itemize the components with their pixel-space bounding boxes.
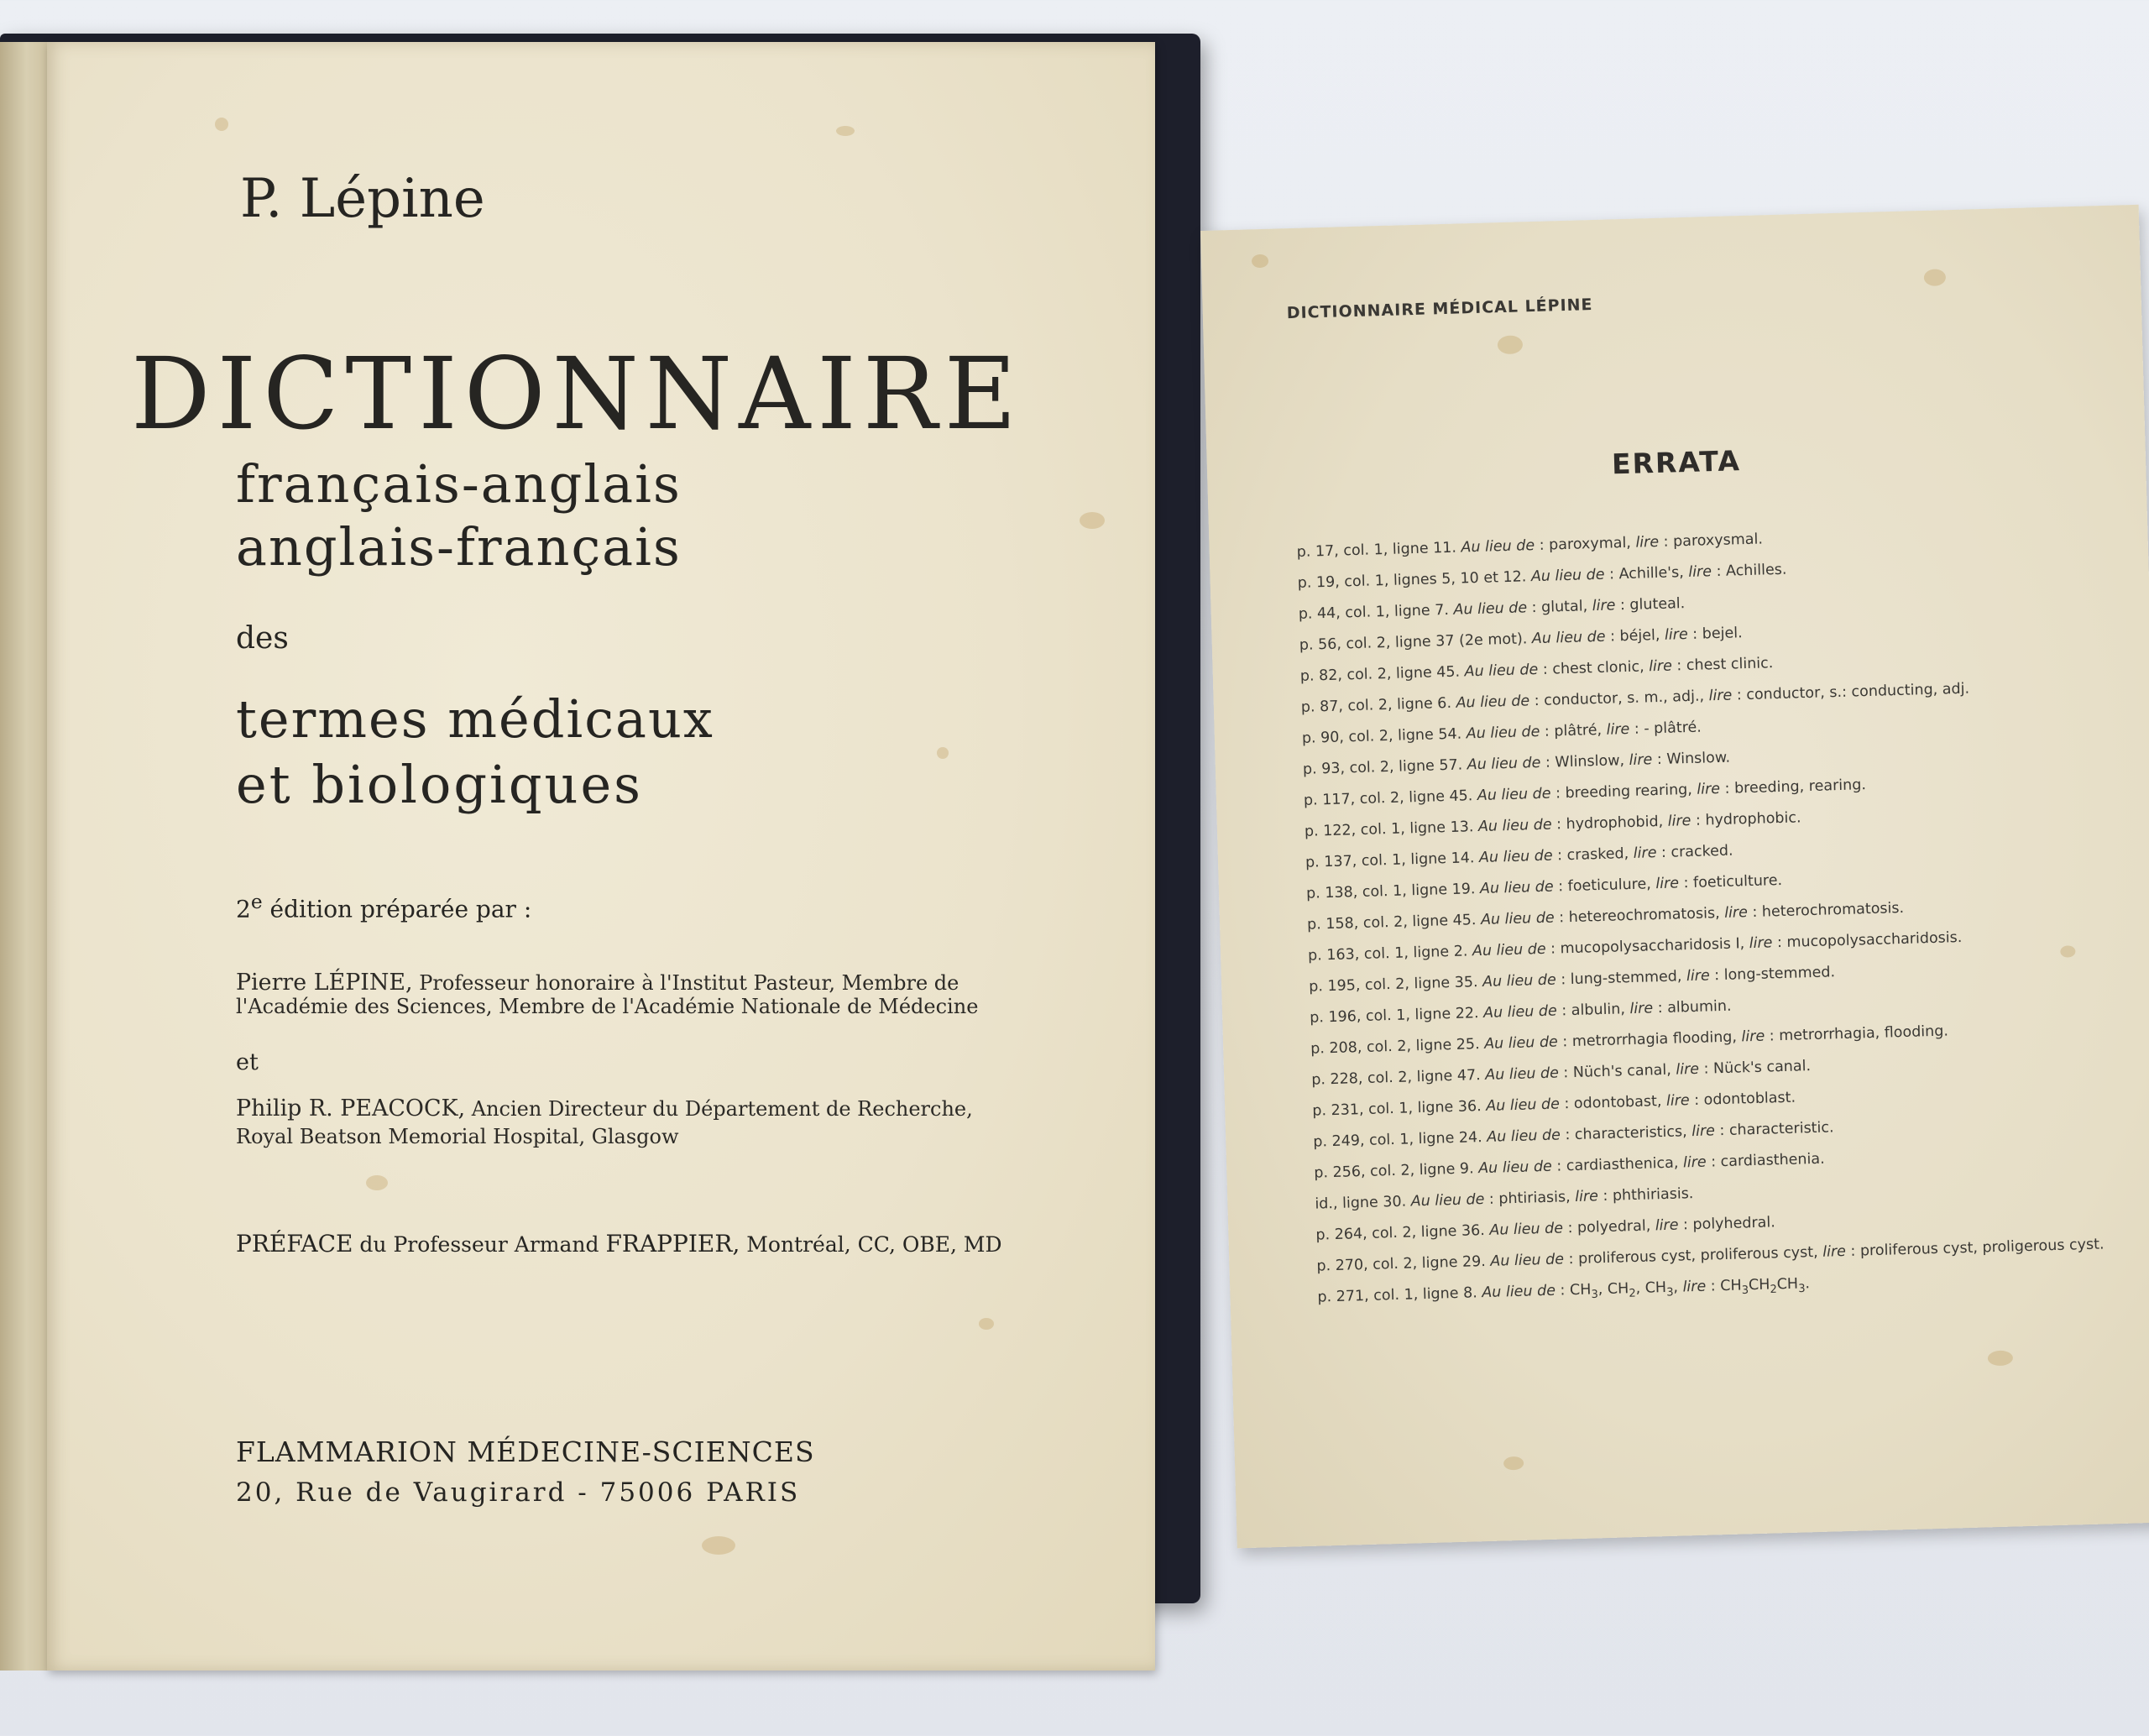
formula-ch: CH [1644, 1278, 1667, 1297]
errata-correct-term: : proliferous cyst, proligerous cyst. [1845, 1236, 2105, 1261]
errata-correct-term: : gluteal. [1615, 595, 1686, 614]
formula-ch: CH [1607, 1280, 1629, 1298]
formula-dot: . [1805, 1275, 1811, 1293]
errata-lire: lire [1592, 597, 1616, 615]
formula-comma: , [1597, 1280, 1608, 1299]
errata-wrong-term: : albulin, [1556, 1001, 1630, 1020]
errata-wrong-term: : breeding rearing, [1550, 781, 1697, 803]
errata-location: p. 208, col. 2, ligne 25. [1310, 1036, 1480, 1058]
contributor-1 [236, 970, 959, 996]
errata-colon: : [1705, 1278, 1721, 1295]
errata-au-lieu-de: Au lieu de [1480, 909, 1555, 928]
errata-au-lieu-de: Au lieu de [1530, 566, 1605, 586]
errata-wrong-term: : characteristics, [1560, 1123, 1692, 1144]
errata-correct-term: : heterochromatosis. [1747, 899, 1905, 922]
errata-correct-term: : cracked. [1656, 842, 1733, 862]
errata-lire: lire [1723, 904, 1749, 922]
errata-correct-term: : phthiriasis. [1597, 1185, 1694, 1205]
errata-lire: lire [1648, 657, 1673, 676]
formula-sub: 3 [1591, 1288, 1599, 1301]
errata-location: p. 270, col. 2, ligne 29. [1316, 1252, 1487, 1275]
terms-line-2: et biologiques [236, 754, 643, 815]
errata-header: DICTIONNAIRE MÉDICAL LÉPINE [1286, 295, 1593, 323]
errata-lire: lire [1682, 1278, 1707, 1296]
errata-correct-term: : hydrophobic. [1691, 809, 1801, 829]
contributor-2 [236, 1095, 973, 1122]
formula-ch: CH [1776, 1275, 1799, 1294]
subtitle-line-1: français-anglais [236, 453, 682, 515]
subtitle-des: des [236, 621, 289, 656]
errata-wrong-term: : foeticulure, [1553, 876, 1656, 896]
formula-ch: CH [1748, 1276, 1770, 1294]
errata-wrong-term: : Wlinslow, [1540, 751, 1629, 771]
errata-au-lieu-de: Au lieu de [1482, 971, 1557, 991]
errata-au-lieu-de: Au lieu de [1477, 785, 1551, 805]
errata-au-lieu-de: Au lieu de [1456, 693, 1530, 712]
preface-label: PRÉFACE [236, 1230, 353, 1258]
errata-au-lieu-de: Au lieu de [1466, 723, 1540, 743]
errata-list [1296, 521, 2110, 1324]
errata-colon: : [1555, 1282, 1571, 1299]
errata-au-lieu-de: Au lieu de [1453, 599, 1528, 619]
errata-location: p. 228, col. 2, ligne 47. [1311, 1067, 1481, 1089]
errata-correct-term: : long-stemmed. [1709, 964, 1836, 985]
errata-lire: lire [1606, 720, 1630, 739]
errata-au-lieu-de: Au lieu de [1467, 754, 1541, 774]
formula-ch: CH [1569, 1281, 1592, 1299]
errata-au-lieu-de: Au lieu de [1482, 1002, 1558, 1022]
errata-location: p. 90, col. 2, ligne 54. [1301, 725, 1462, 747]
contributor-2-desc-line-2: Royal Beatson Memorial Hospital, Glasgow [236, 1125, 679, 1148]
preface-credit [236, 1230, 1002, 1258]
publisher-address: 20, Rue de Vaugirard - 75006 PARIS [236, 1477, 801, 1508]
contributor-1-desc-line-2: l'Académie des Sciences, Membre de l'Académie Nationale de Médecine [236, 995, 979, 1018]
errata-wrong-term: : cardiasthenica, [1551, 1154, 1684, 1175]
errata-location: id., ligne 30. [1315, 1193, 1407, 1213]
errata-lire: lire [1574, 1188, 1599, 1205]
errata-correct-term: : cardiasthenia. [1706, 1150, 1825, 1171]
errata-au-lieu-de: Au lieu de [1490, 1251, 1565, 1270]
foxing-spot [1498, 335, 1524, 354]
errata-wrong-term: : lung-stemmed, [1556, 968, 1687, 989]
errata-correct-term: : Nück's canal. [1698, 1058, 1812, 1078]
errata-correct-term: : conductor, s.: conducting, adj. [1732, 680, 1970, 704]
formula-ch: CH [1719, 1277, 1742, 1295]
errata-au-lieu-de: Au lieu de [1410, 1191, 1485, 1210]
errata-correct-term: : paroxysmal. [1658, 531, 1764, 551]
book-title: DICTIONNAIRE [131, 336, 1023, 452]
errata-wrong-term: : crasked, [1552, 844, 1634, 865]
errata-location: p. 117, col. 2, ligne 45. [1303, 787, 1473, 809]
foxing-spot [836, 126, 855, 136]
preface-by: du Professeur Armand [353, 1232, 606, 1257]
errata-lire: lire [1655, 1216, 1679, 1235]
errata-lire: lire [1664, 625, 1688, 644]
formula-sub: 3 [1798, 1282, 1806, 1296]
conjunction-et: et [236, 1049, 259, 1075]
errata-correct-term: : albumin. [1652, 997, 1732, 1017]
errata-au-lieu-de: Au lieu de [1464, 661, 1539, 681]
errata-location: p. 93, col. 2, ligne 57. [1302, 756, 1463, 778]
foxing-spot [937, 747, 949, 759]
errata-location: p. 163, col. 1, ligne 2. [1307, 943, 1468, 965]
foxing-spot [366, 1175, 388, 1190]
errata-lire: lire [1749, 934, 1773, 953]
errata-au-lieu-de: Au lieu de [1485, 1095, 1561, 1115]
errata-location: p. 231, col. 1, ligne 36. [1312, 1098, 1482, 1120]
errata-lire: lire [1633, 844, 1657, 862]
errata-lire: lire [1691, 1122, 1716, 1141]
errata-wrong-term: : mucopolysaccharidosis I, [1545, 935, 1750, 958]
foxing-spot [979, 1318, 994, 1330]
errata-location: p. 138, col. 1, ligne 19. [1305, 881, 1476, 902]
foxing-spot [1988, 1351, 2013, 1367]
formula-sub: 3 [1741, 1284, 1749, 1297]
errata-wrong-term: : polyedral, [1562, 1217, 1656, 1237]
foxing-spot [1080, 512, 1105, 529]
errata-location: p. 256, col. 2, ligne 9. [1314, 1160, 1474, 1182]
formula-sub: 3 [1666, 1286, 1674, 1299]
errata-location: p. 82, col. 2, ligne 45. [1299, 663, 1461, 685]
subtitle-line-2: anglais-français [236, 516, 682, 578]
errata-wrong-term: : glutal, [1526, 598, 1592, 617]
book-title-page [47, 42, 1155, 1671]
errata-correct-term: : foeticulture. [1678, 871, 1783, 892]
foxing-spot [1252, 254, 1268, 269]
errata-correct-term: : Winslow. [1652, 749, 1731, 769]
errata-lire: lire [1708, 687, 1733, 705]
errata-au-lieu-de: Au lieu de [1489, 1220, 1564, 1239]
errata-lire: lire [1822, 1243, 1847, 1261]
errata-location: p. 17, col. 1, ligne 11. [1296, 539, 1457, 561]
errata-wrong-term: : Nüch's canal, [1558, 1061, 1676, 1082]
errata-wrong-term: : phtiriasis, [1484, 1188, 1576, 1208]
preface-author: FRAPPIER, [605, 1230, 740, 1258]
errata-lire: lire [1667, 812, 1691, 830]
errata-sheet [1200, 205, 2149, 1549]
errata-wrong-term: : Achille's, [1604, 563, 1689, 583]
foxing-spot [702, 1536, 735, 1555]
errata-location: p. 195, col. 2, ligne 35. [1308, 974, 1478, 996]
errata-location: p. 19, col. 1, lignes 5, 10 et 12. [1297, 568, 1527, 592]
errata-au-lieu-de: Au lieu de [1487, 1127, 1561, 1146]
errata-au-lieu-de: Au lieu de [1472, 940, 1546, 960]
errata-wrong-term: : hetereochromatosis, [1554, 904, 1725, 927]
errata-wrong-term: : metrorrhagia flooding, [1557, 1028, 1742, 1051]
errata-lire: lire [1655, 875, 1680, 893]
errata-location: p. 158, col. 2, ligne 45. [1306, 912, 1477, 933]
contributor-2-name: Philip R. PEACOCK, [236, 1095, 466, 1122]
errata-au-lieu-de: Au lieu de [1461, 537, 1535, 557]
edition-text: édition préparée par : [262, 895, 532, 923]
edition-number: 2 [236, 895, 251, 923]
edition-note [236, 890, 531, 923]
formula-sub: 2 [1629, 1287, 1636, 1300]
errata-wrong-term: : conductor, s. m., adj., [1529, 688, 1709, 710]
errata-location: p. 264, col. 2, ligne 36. [1315, 1222, 1486, 1244]
errata-location: p. 271, col. 1, ligne 8. [1317, 1284, 1478, 1306]
errata-lire: lire [1629, 1000, 1654, 1018]
errata-wrong-term: : proliferous cyst, proliferous cyst, [1563, 1243, 1823, 1268]
errata-lire: lire [1697, 780, 1721, 798]
errata-lire: lire [1686, 967, 1710, 986]
foxing-spot [1924, 269, 1947, 286]
errata-location: p. 56, col. 2, ligne 37 (2e mot). [1299, 630, 1528, 654]
errata-correct-term: : odontoblast. [1689, 1089, 1796, 1110]
errata-au-lieu-de: Au lieu de [1484, 1064, 1560, 1084]
preface-credentials: Montréal, CC, OBE, MD [740, 1232, 1002, 1257]
errata-au-lieu-de: Au lieu de [1478, 847, 1553, 867]
contributor-1-desc: Professeur honoraire à l'Institut Pasteur, Membre de [412, 971, 959, 995]
errata-location: p. 87, col. 2, ligne 6. [1300, 694, 1452, 716]
errata-correct-term: : chest clinic. [1671, 655, 1774, 675]
errata-au-lieu-de: Au lieu de [1477, 816, 1552, 836]
contributor-1-name: Pierre LÉPINE, [236, 970, 413, 996]
errata-wrong-term: : odontobast, [1559, 1092, 1667, 1113]
errata-lire: lire [1682, 1153, 1707, 1172]
errata-correct-term: : breeding, rearing. [1719, 776, 1867, 797]
errata-location: p. 249, col. 1, ligne 24. [1313, 1129, 1482, 1151]
contributor-2-desc: Ancien Directeur du Département de Recherche, [465, 1097, 973, 1121]
foxing-spot [1503, 1456, 1524, 1471]
errata-au-lieu-de: Au lieu de [1482, 1282, 1556, 1302]
errata-lire: lire [1688, 563, 1712, 581]
foxing-spot [215, 118, 228, 131]
errata-wrong-term: : béjel, [1605, 626, 1665, 646]
edition-superscript: e [250, 890, 263, 913]
errata-wrong-term: : hydrophobid, [1551, 813, 1669, 834]
errata-lire: lire [1629, 751, 1653, 769]
errata-au-lieu-de: Au lieu de [1531, 628, 1606, 648]
errata-au-lieu-de: Au lieu de [1479, 878, 1554, 898]
errata-lire: lire [1676, 1060, 1700, 1079]
errata-correct-term: : metrorrhagia, flooding. [1764, 1022, 1949, 1045]
errata-correct-term: : mucopolysaccharidosis. [1772, 928, 1963, 952]
publisher-name: FLAMMARION MÉDECINE-SCIENCES [236, 1435, 815, 1468]
errata-wrong-term: : plâtré, [1540, 721, 1607, 740]
errata-correct-term: : - plâtré. [1629, 719, 1702, 738]
formula-comma: , [1635, 1279, 1645, 1298]
errata-correct-term: : Achilles. [1711, 561, 1787, 581]
errata-correct-term: : polyhedral. [1678, 1214, 1776, 1234]
errata-correct-term: : characteristic. [1714, 1119, 1834, 1140]
errata-location: p. 44, col. 1, ligne 7. [1298, 601, 1450, 623]
errata-au-lieu-de: Au lieu de [1483, 1033, 1559, 1053]
errata-correct-term: : bejel. [1687, 625, 1743, 643]
errata-au-lieu-de: Au lieu de [1477, 1158, 1553, 1178]
errata-wrong-term: : paroxymal, [1534, 534, 1636, 555]
formula-sub: 2 [1770, 1283, 1778, 1297]
formula-comma: , [1673, 1278, 1683, 1296]
errata-location: p. 196, col. 1, ligne 22. [1309, 1005, 1479, 1027]
errata-location: p. 137, col. 1, ligne 14. [1305, 850, 1475, 871]
errata-lire: lire [1635, 533, 1660, 552]
errata-location: p. 122, col. 1, ligne 13. [1304, 818, 1474, 840]
errata-wrong-term: : chest clonic, [1538, 658, 1650, 678]
errata-lire: lire [1665, 1092, 1690, 1110]
errata-lire: lire [1741, 1027, 1765, 1046]
errata-title: ERRATA [1611, 444, 1742, 481]
author-name: P. Lépine [240, 168, 485, 230]
terms-line-1: termes médicaux [236, 688, 714, 750]
